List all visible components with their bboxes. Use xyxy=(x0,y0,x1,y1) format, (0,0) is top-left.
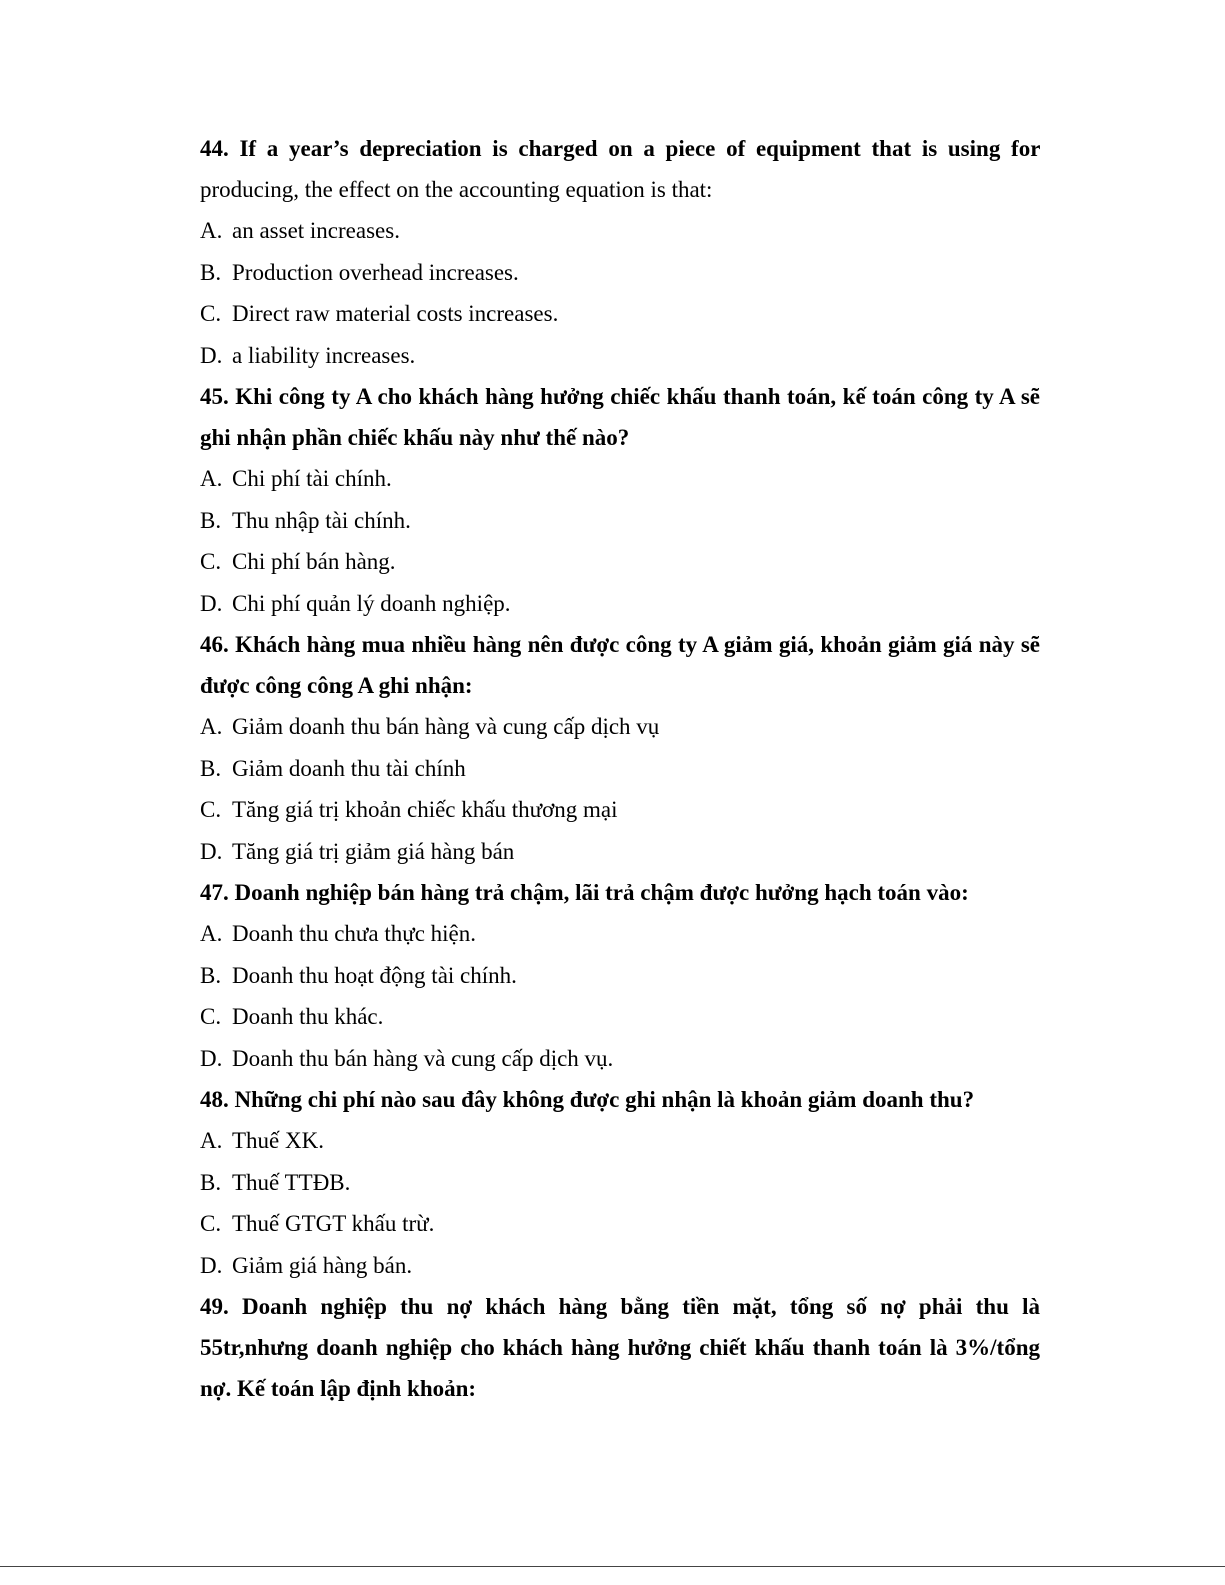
option-c xyxy=(200,1203,1040,1245)
option-letter: D. xyxy=(200,590,223,616)
option-text: Production overhead increases. xyxy=(232,259,519,285)
option-b xyxy=(200,500,1040,542)
question-title-rest: producing, the effect on the accounting equation is that: xyxy=(200,177,713,202)
question-title: 47. Doanh nghiệp bán hàng trả chậm, lãi trả chậm được hưởng hạch toán vào: xyxy=(200,880,969,905)
option-d xyxy=(200,583,1040,625)
option-c xyxy=(200,541,1040,583)
question-title: 44. If a year’s depreciation is charged on a piece of equipment that is using for producing, the effect on the accounting equation is that: xyxy=(200,136,1040,202)
option-letter: A. xyxy=(200,714,223,739)
question-46 xyxy=(200,624,1040,872)
option-a xyxy=(200,210,1040,252)
page-bottom-divider xyxy=(0,1566,1225,1567)
option-letter: B. xyxy=(200,507,222,533)
option-c xyxy=(200,293,1040,335)
option-a xyxy=(200,1120,1040,1162)
option-a xyxy=(200,458,1040,500)
option-text: Chi phí bán hàng. xyxy=(232,549,396,574)
option-b xyxy=(200,955,1040,997)
option-letter: C. xyxy=(200,301,222,326)
option-d xyxy=(200,1038,1040,1080)
option-letter: D. xyxy=(200,1252,223,1278)
option-d xyxy=(200,831,1040,873)
question-47 xyxy=(200,872,1040,1079)
option-text: Doanh thu chưa thực hiện. xyxy=(232,921,477,946)
document-page xyxy=(200,128,1040,1409)
option-text: Doanh thu bán hàng và cung cấp dịch vụ. xyxy=(232,1045,614,1071)
question-title: 48. Những chi phí nào sau đây không được ghi nhận là khoản giảm doanh thu? xyxy=(200,1087,975,1112)
question-48 xyxy=(200,1079,1040,1286)
option-text: Thu nhập tài chính. xyxy=(232,507,411,533)
option-letter: B. xyxy=(200,259,222,285)
option-text: Tăng giá trị giảm giá hàng bán xyxy=(232,838,515,864)
question-title: 46. Khách hàng mua nhiều hàng nên được công ty A giảm giá, khoản giảm giá này sẽ được công công A ghi nhận: xyxy=(200,632,1040,698)
option-d xyxy=(200,1245,1040,1287)
option-text: Direct raw material costs increases. xyxy=(232,301,559,326)
option-text: Doanh thu hoạt động tài chính. xyxy=(232,962,517,988)
option-c xyxy=(200,996,1040,1038)
option-letter: C. xyxy=(200,797,222,822)
option-c xyxy=(200,789,1040,831)
option-text: Thuế TTĐB. xyxy=(232,1169,351,1195)
option-letter: B. xyxy=(200,1169,222,1195)
option-b xyxy=(200,1162,1040,1204)
option-text: Chi phí quản lý doanh nghiệp. xyxy=(232,590,511,616)
option-letter: A. xyxy=(200,1128,223,1153)
option-text: Chi phí tài chính. xyxy=(232,466,392,491)
question-49 xyxy=(200,1286,1040,1409)
option-text: an asset increases. xyxy=(232,218,400,243)
option-text: Thuế GTGT khấu trừ. xyxy=(232,1211,435,1236)
option-letter: A. xyxy=(200,466,223,491)
option-text: Doanh thu khác. xyxy=(232,1004,384,1029)
option-text: Giảm doanh thu tài chính xyxy=(232,755,466,781)
option-letter: B. xyxy=(200,755,222,781)
option-letter: C. xyxy=(200,549,222,574)
option-letter: C. xyxy=(200,1004,222,1029)
option-a xyxy=(200,913,1040,955)
question-44 xyxy=(200,128,1040,376)
option-text: Giảm giá hàng bán. xyxy=(232,1252,413,1278)
question-title: 45. Khi công ty A cho khách hàng hưởng chiếc khấu thanh toán, kế toán công ty A sẽ ghi nhận phần chiếc khấu này như thế nào? xyxy=(200,384,1040,450)
option-a xyxy=(200,706,1040,748)
question-45 xyxy=(200,376,1040,624)
option-letter: A. xyxy=(200,218,223,243)
option-text: Thuế XK. xyxy=(232,1128,324,1153)
option-letter: B. xyxy=(200,962,222,988)
question-title: 49. Doanh nghiệp thu nợ khách hàng bằng tiền mặt, tổng số nợ phải thu là 55tr,nhưng doanh nghiệp cho khách hàng hưởng chiết khấu thanh toán là 3%/tổng nợ. Kế toán lập định khoản: xyxy=(200,1294,1040,1401)
option-b xyxy=(200,748,1040,790)
option-b xyxy=(200,252,1040,294)
option-letter: D. xyxy=(200,838,223,864)
option-text: a liability increases. xyxy=(232,342,416,368)
option-text: Tăng giá trị khoản chiếc khấu thương mại xyxy=(232,797,618,822)
option-letter: D. xyxy=(200,342,223,368)
option-letter: C. xyxy=(200,1211,222,1236)
option-text: Giảm doanh thu bán hàng và cung cấp dịch vụ xyxy=(232,714,660,739)
option-d xyxy=(200,335,1040,377)
option-letter: A. xyxy=(200,921,223,946)
option-letter: D. xyxy=(200,1045,223,1071)
